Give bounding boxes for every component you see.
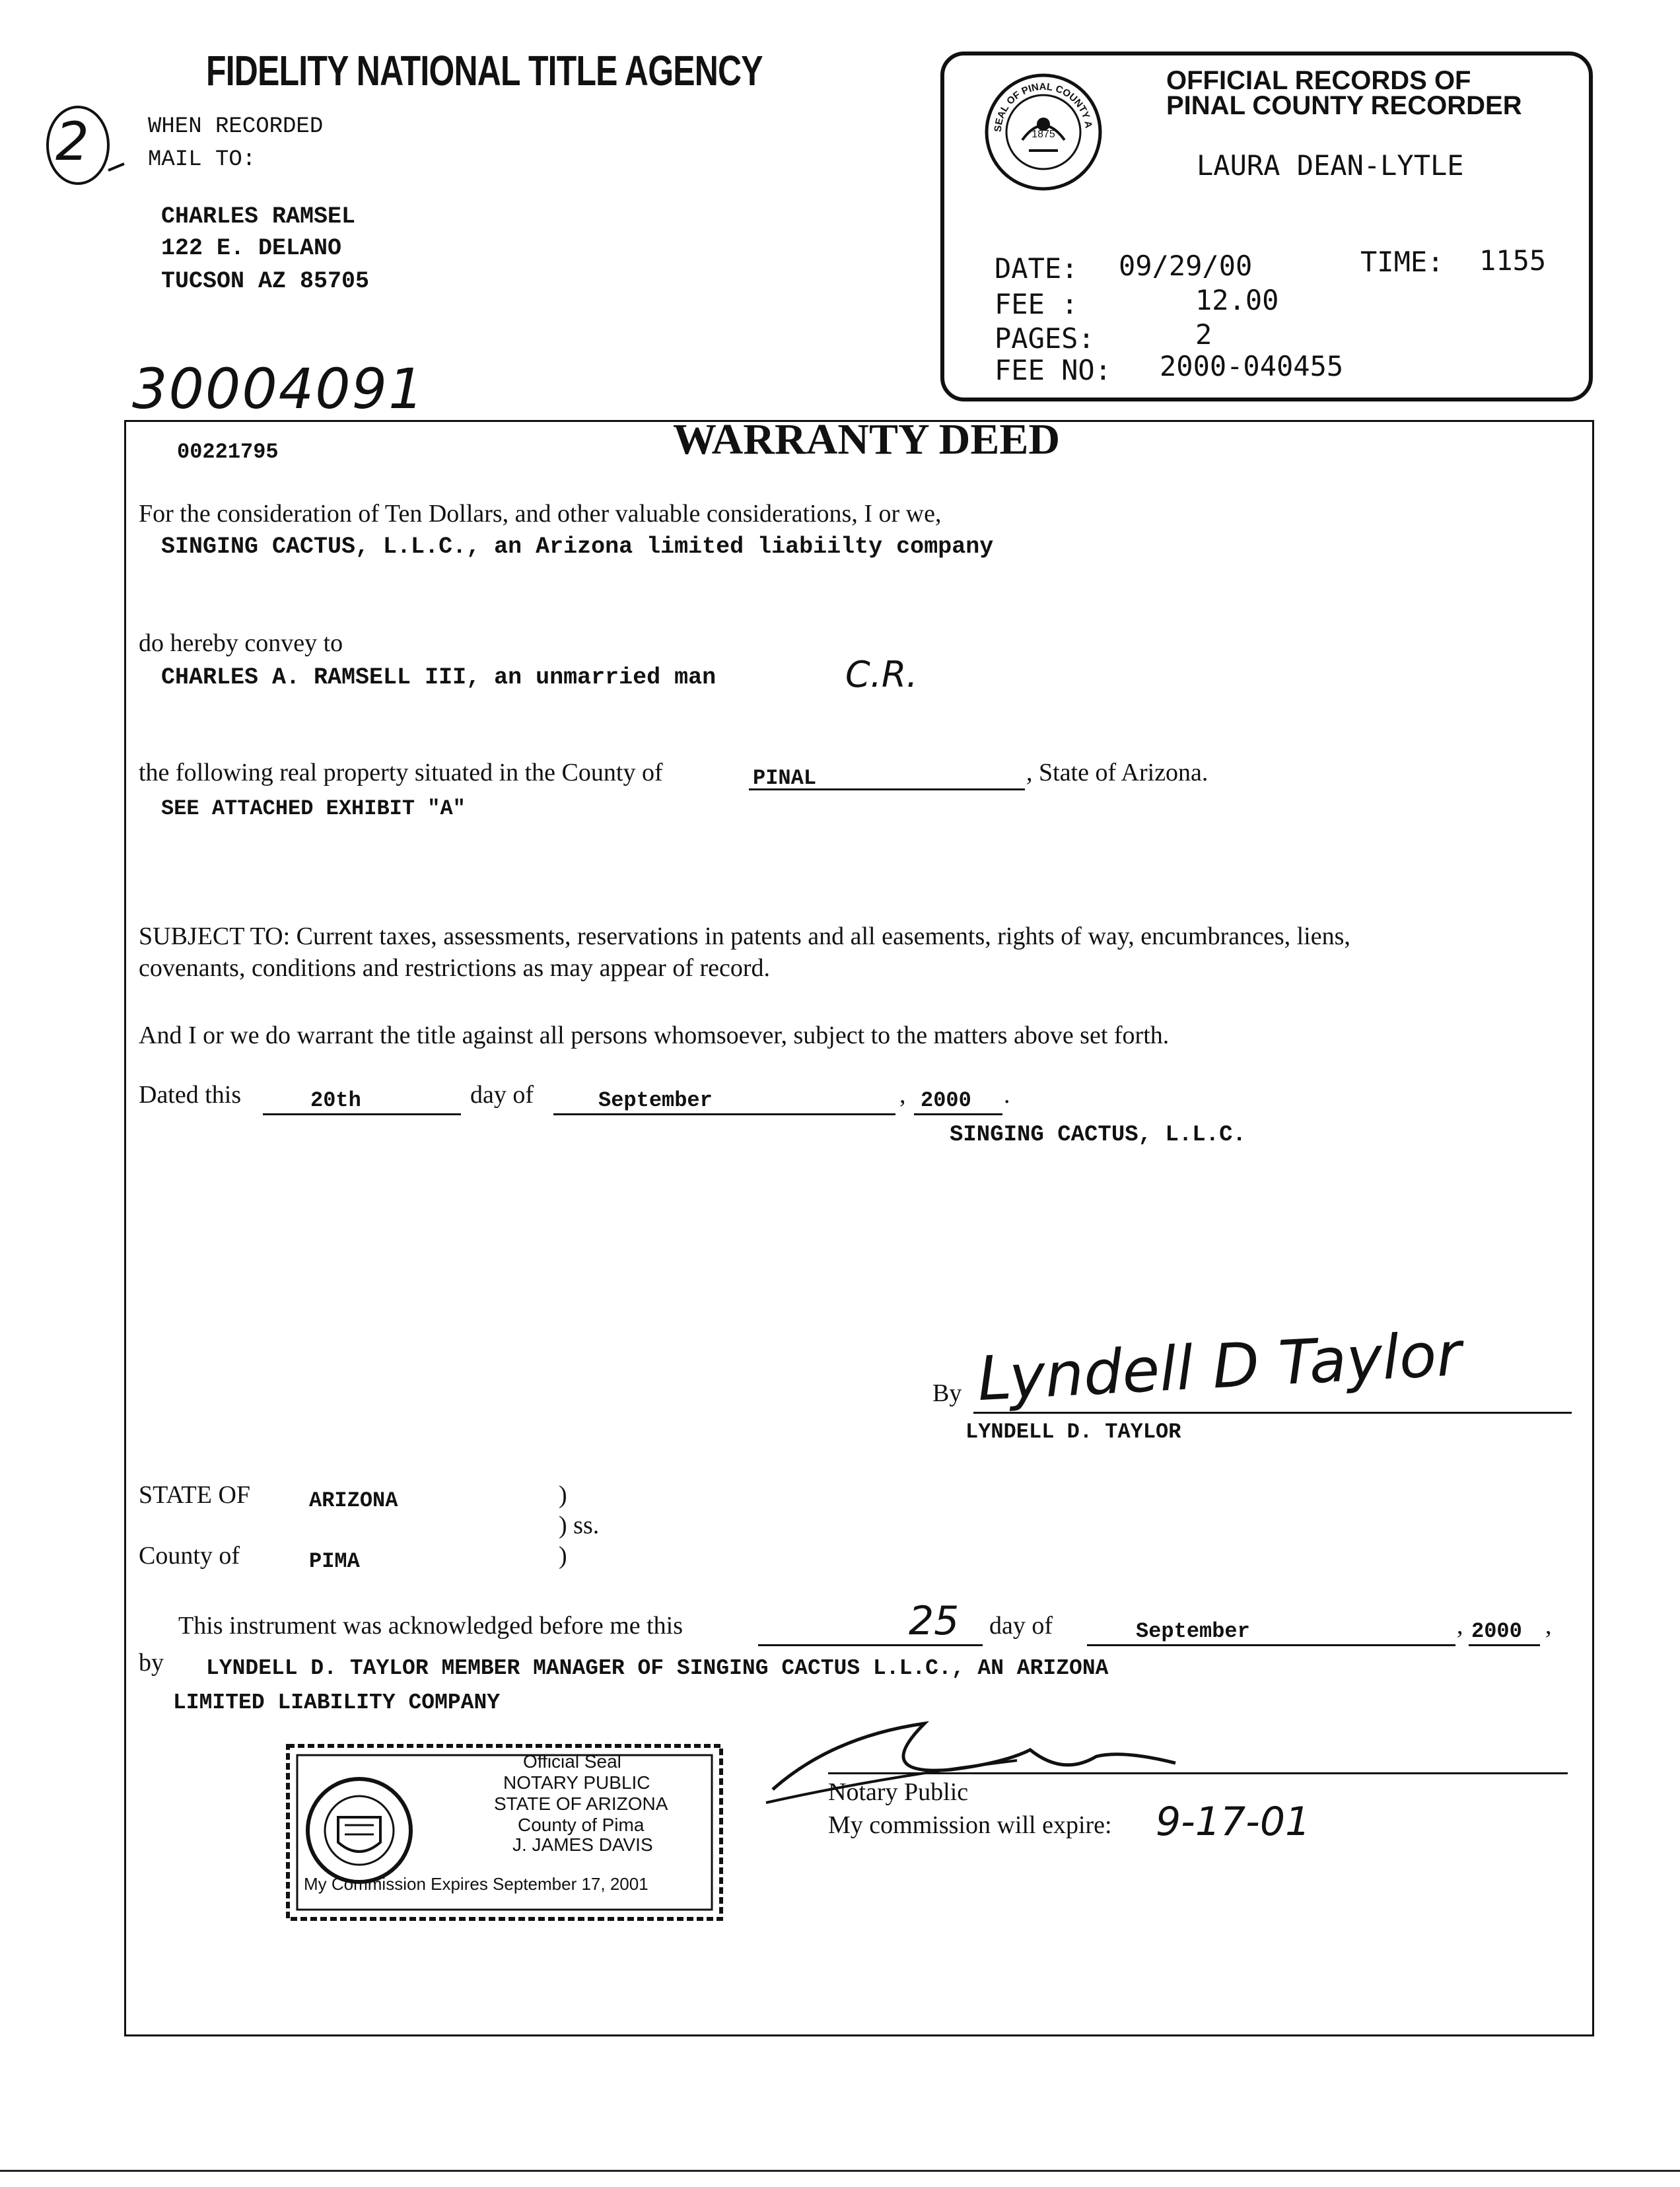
by-label: By <box>932 1379 962 1407</box>
ack-day-blank <box>758 1644 983 1646</box>
dated-comma: , <box>899 1081 906 1109</box>
margin-number: 2 <box>55 111 89 172</box>
agency-name: FIDELITY NATIONAL TITLE AGENCY <box>206 47 763 94</box>
ack-month: September <box>1136 1619 1250 1644</box>
dated-this-label: Dated this <box>139 1081 242 1109</box>
mail-street: 122 E. DELANO <box>161 235 342 261</box>
ack-by-label: by <box>139 1649 164 1677</box>
exhibit-reference: SEE ATTACHED EXHIBIT "A" <box>161 796 466 821</box>
consideration-text: For the consideration of Ten Dollars, and other valuable considerations, I or we, <box>139 500 942 528</box>
ack-year-blank <box>1469 1644 1540 1646</box>
scan-edge-line <box>0 2170 1680 2172</box>
dated-year-blank <box>914 1113 1002 1115</box>
ack-comma-2: , <box>1545 1612 1552 1640</box>
ack-by-line-2: LIMITED LIABILITY COMPANY <box>173 1690 501 1715</box>
warrant-text: And I or we do warrant the title against all persons whomsoever, subject to the matters above set forth. <box>139 1022 1170 1049</box>
seal-year: 1875 <box>1032 129 1055 140</box>
signature-line <box>973 1412 1572 1414</box>
deed-title: WARRANTY DEED <box>672 415 1061 464</box>
grantee-initials: C.R. <box>845 654 918 695</box>
mail-name: CHARLES RAMSEL <box>161 203 356 230</box>
notary-seal-line-3: STATE OF ARIZONA <box>494 1793 668 1814</box>
grantee-name: CHARLES A. RAMSELL III, an unmarried man <box>161 664 717 691</box>
notary-signature <box>753 1697 1215 1816</box>
dated-day-of: day of <box>470 1081 534 1109</box>
record-time: 1155 <box>1479 244 1547 277</box>
recorder-name: LAURA DEAN-LYTLE <box>1197 149 1464 182</box>
pages-label: PAGES: <box>995 322 1095 355</box>
ack-comma: , <box>1457 1612 1463 1640</box>
grantor-name: SINGING CACTUS, L.L.C., an Arizona limited liabiilty company <box>161 534 994 560</box>
subject-to-line-2: covenants, conditions and restrictions as may appear of record. <box>139 954 771 982</box>
ack-prefix: This instrument was acknowledged before me this <box>178 1612 683 1640</box>
ack-by-line-1: LYNDELL D. TAYLOR MEMBER MANAGER OF SINGING CACTUS L.L.C., AN ARIZONA <box>206 1656 1109 1681</box>
grantor-signature-block: SINGING CACTUS, L.L.C. <box>950 1123 1246 1148</box>
ack-county: PIMA <box>309 1549 360 1574</box>
fee-no-label: FEE NO: <box>995 354 1112 386</box>
dated-period: . <box>1004 1081 1010 1109</box>
notary-signature-line <box>828 1772 1568 1774</box>
convey-to-text: do hereby convey to <box>139 629 343 657</box>
notary-seal-line-6: My Commission Expires September 17, 2001 <box>304 1874 648 1894</box>
date-label: DATE: <box>995 252 1078 285</box>
commission-label: My commission will expire: <box>828 1811 1112 1839</box>
ack-month-blank <box>1087 1644 1455 1646</box>
handwritten-record-number: 30004091 <box>132 357 425 421</box>
property-suffix: , State of Arizona. <box>1026 759 1208 786</box>
ack-day: 25 <box>909 1598 960 1644</box>
when-recorded-label: WHEN RECORDED <box>148 114 324 139</box>
property-prefix: the following real property situated in the County of <box>139 759 663 786</box>
notary-seal-line-1: Official Seal <box>523 1751 621 1772</box>
fee-amount: 12.00 <box>1195 284 1279 316</box>
ack-state: ARIZONA <box>309 1488 398 1513</box>
notary-seal-line-2: NOTARY PUBLIC <box>503 1772 650 1793</box>
fee-number: 2000-040455 <box>1160 350 1344 382</box>
notary-public-label: Notary Public <box>828 1778 969 1806</box>
dated-day-blank <box>263 1113 461 1115</box>
record-date: 09/29/00 <box>1119 250 1253 282</box>
property-county: PINAL <box>753 766 817 790</box>
venue-paren-1: ) <box>559 1481 567 1509</box>
escrow-number: 00221795 <box>177 440 279 464</box>
ack-year: 2000 <box>1471 1619 1522 1644</box>
venue-paren-3: ) <box>559 1542 567 1570</box>
pinal-county-seal <box>983 71 1104 193</box>
state-of-label: STATE OF <box>139 1481 251 1509</box>
venue-ss: ) ss. <box>559 1511 600 1539</box>
grantor-signature: Lyndell D Taylor <box>975 1318 1463 1415</box>
notary-seal-stamp <box>285 1743 724 1922</box>
notary-seal-line-5: J. JAMES DAVIS <box>512 1834 653 1855</box>
signer-name: LYNDELL D. TAYLOR <box>965 1420 1181 1444</box>
dated-day: 20th <box>310 1088 361 1113</box>
seal-text: SEAL OF PINAL COUNTY A <box>992 81 1094 133</box>
commission-date: 9-17-01 <box>1156 1799 1311 1845</box>
dated-year: 2000 <box>921 1088 971 1113</box>
dated-month-blank <box>553 1113 895 1115</box>
fee-label: FEE : <box>995 288 1078 320</box>
pages-count: 2 <box>1195 318 1212 351</box>
county-of-label: County of <box>139 1542 240 1570</box>
recorder-title-1: OFFICIAL RECORDS OF <box>1166 66 1471 95</box>
mail-city: TUCSON AZ 85705 <box>161 268 370 295</box>
time-label: TIME: <box>1360 246 1444 278</box>
recorder-title-2: PINAL COUNTY RECORDER <box>1166 91 1522 120</box>
mail-to-label: MAIL TO: <box>148 147 256 172</box>
notary-seal-line-4: County of Pima <box>518 1815 645 1835</box>
subject-to-line-1: SUBJECT TO: Current taxes, assessments, reservations in patents and all easements, rights of way, encumbrances, liens, <box>139 922 1350 950</box>
ack-day-of: day of <box>989 1612 1053 1640</box>
dated-month: September <box>598 1088 713 1113</box>
